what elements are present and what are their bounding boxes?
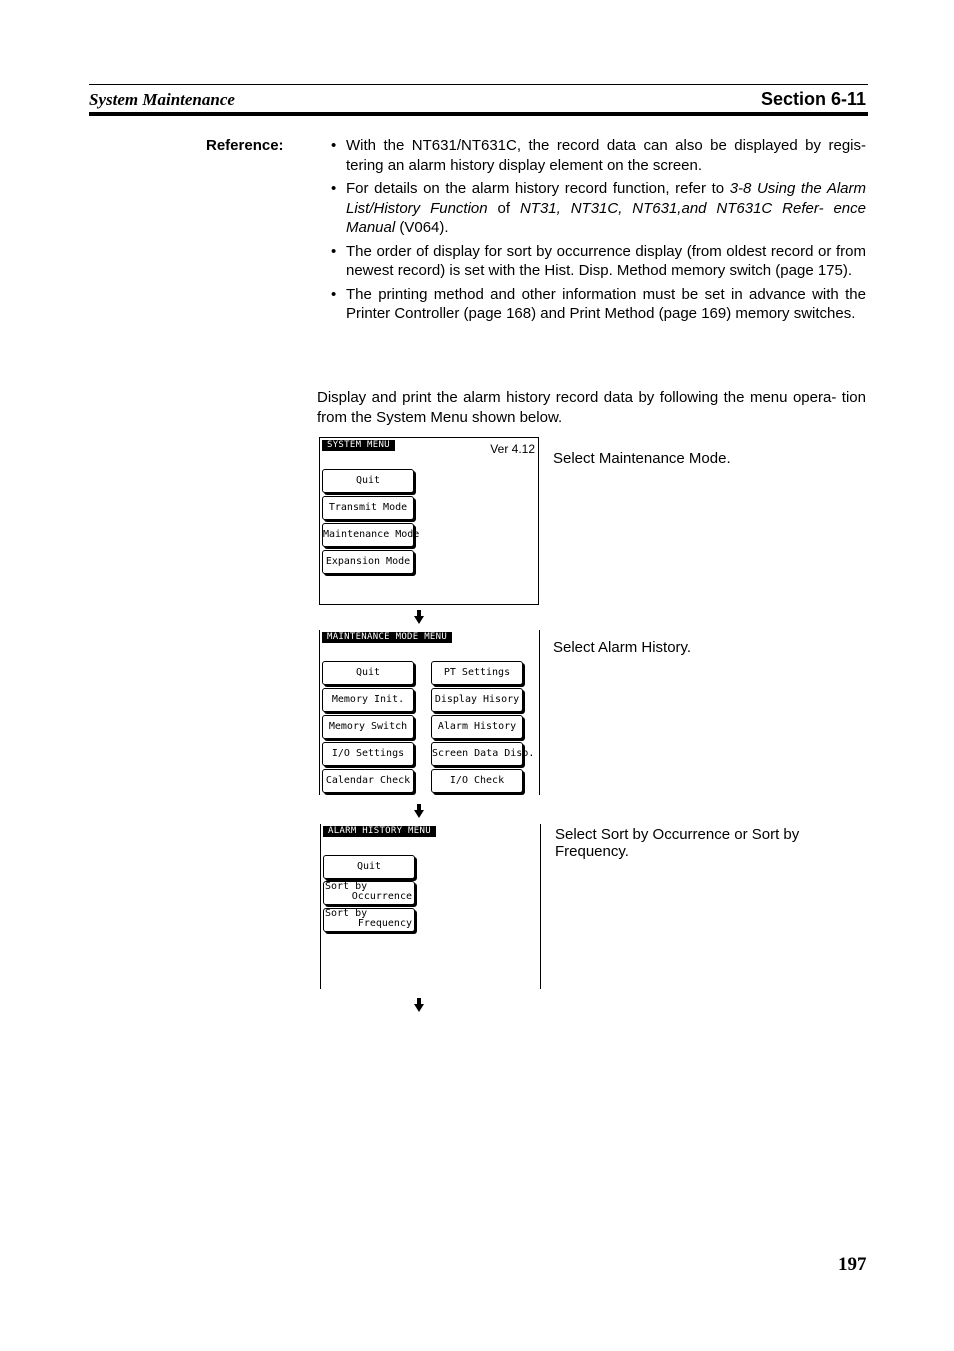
- alarm-history-menu-title: ALARM HISTORY MENU: [323, 826, 436, 837]
- alarm-history-menu-screen: [320, 824, 541, 989]
- transmit-mode-button[interactable]: Transmit Mode: [322, 496, 414, 520]
- calendar-check-button[interactable]: Calendar Check: [322, 769, 414, 793]
- memory-switch-button[interactable]: Memory Switch: [322, 715, 414, 739]
- expansion-mode-button[interactable]: Expansion Mode: [322, 550, 414, 574]
- down-arrow-icon: [414, 998, 424, 1012]
- pt-settings-button[interactable]: PT Settings: [431, 661, 523, 685]
- io-check-button[interactable]: I/O Check: [431, 769, 523, 793]
- header-rule-top: [89, 84, 868, 85]
- caption-select-maintenance: Select Maintenance Mode.: [553, 450, 731, 467]
- quit-button[interactable]: Quit: [322, 661, 414, 685]
- io-settings-button[interactable]: I/O Settings: [322, 742, 414, 766]
- reference-label: Reference:: [206, 137, 284, 154]
- display-history-button[interactable]: Display Hisory: [431, 688, 523, 712]
- running-header-section: Section 6-11: [760, 89, 866, 109]
- reference-bullets: [331, 136, 866, 328]
- maintenance-menu-screen: [319, 630, 540, 795]
- down-arrow-icon: [414, 610, 424, 624]
- version-label: Ver 4.12: [490, 442, 535, 456]
- bullet-item: • The order of display for sort by occurrence display (from oldest record or from newest record) is set with the Hist. Disp. Method memory switch (page 175).: [331, 242, 866, 279]
- down-arrow-icon: [414, 804, 424, 818]
- maintenance-menu-title: MAINTENANCE MODE MENU: [322, 632, 452, 643]
- caption-select-sort: Select Sort by Occurrence or Sort by Frequency.: [555, 826, 800, 860]
- maintenance-mode-button[interactable]: Maintenance Mode: [322, 523, 414, 547]
- sort-by-frequency-button[interactable]: Sort by Frequency: [323, 908, 415, 932]
- alarm-history-button[interactable]: Alarm History: [431, 715, 523, 739]
- system-menu-screen: [319, 437, 539, 605]
- sort-by-occurrence-button[interactable]: Sort by Occurrence: [323, 881, 415, 905]
- page-number: 197: [838, 1254, 867, 1275]
- quit-button[interactable]: Quit: [322, 469, 414, 493]
- screen-data-disp-button[interactable]: Screen Data Disp.: [431, 742, 523, 766]
- caption-select-alarm-history: Select Alarm History.: [553, 639, 692, 656]
- quit-button[interactable]: Quit: [323, 855, 415, 879]
- running-header-title: System Maintenance: [89, 90, 235, 109]
- memory-init-button[interactable]: Memory Init.: [322, 688, 414, 712]
- bullet-item: • For details on the alarm history record function, refer to 3-8 Using the Alarm List/History Function of NT31, NT31C, NT631,and NT631C Refer- ence Manual (V064).: [331, 180, 866, 236]
- bullet-item: • With the NT631/NT631C, the record data can also be displayed by regis- tering an alarm history display element on the screen.: [331, 137, 866, 174]
- intro-paragraph: Display and print the alarm history record data by following the menu opera- tion from the System Menu shown below.: [317, 389, 866, 426]
- header-rule-bottom: [89, 112, 868, 116]
- bullet-item: • The printing method and other information must be set in advance with the Printer Controller (page 168) and Print Method (page 169) memory switches.: [331, 285, 866, 322]
- system-menu-title: SYSTEM MENU: [322, 440, 395, 451]
